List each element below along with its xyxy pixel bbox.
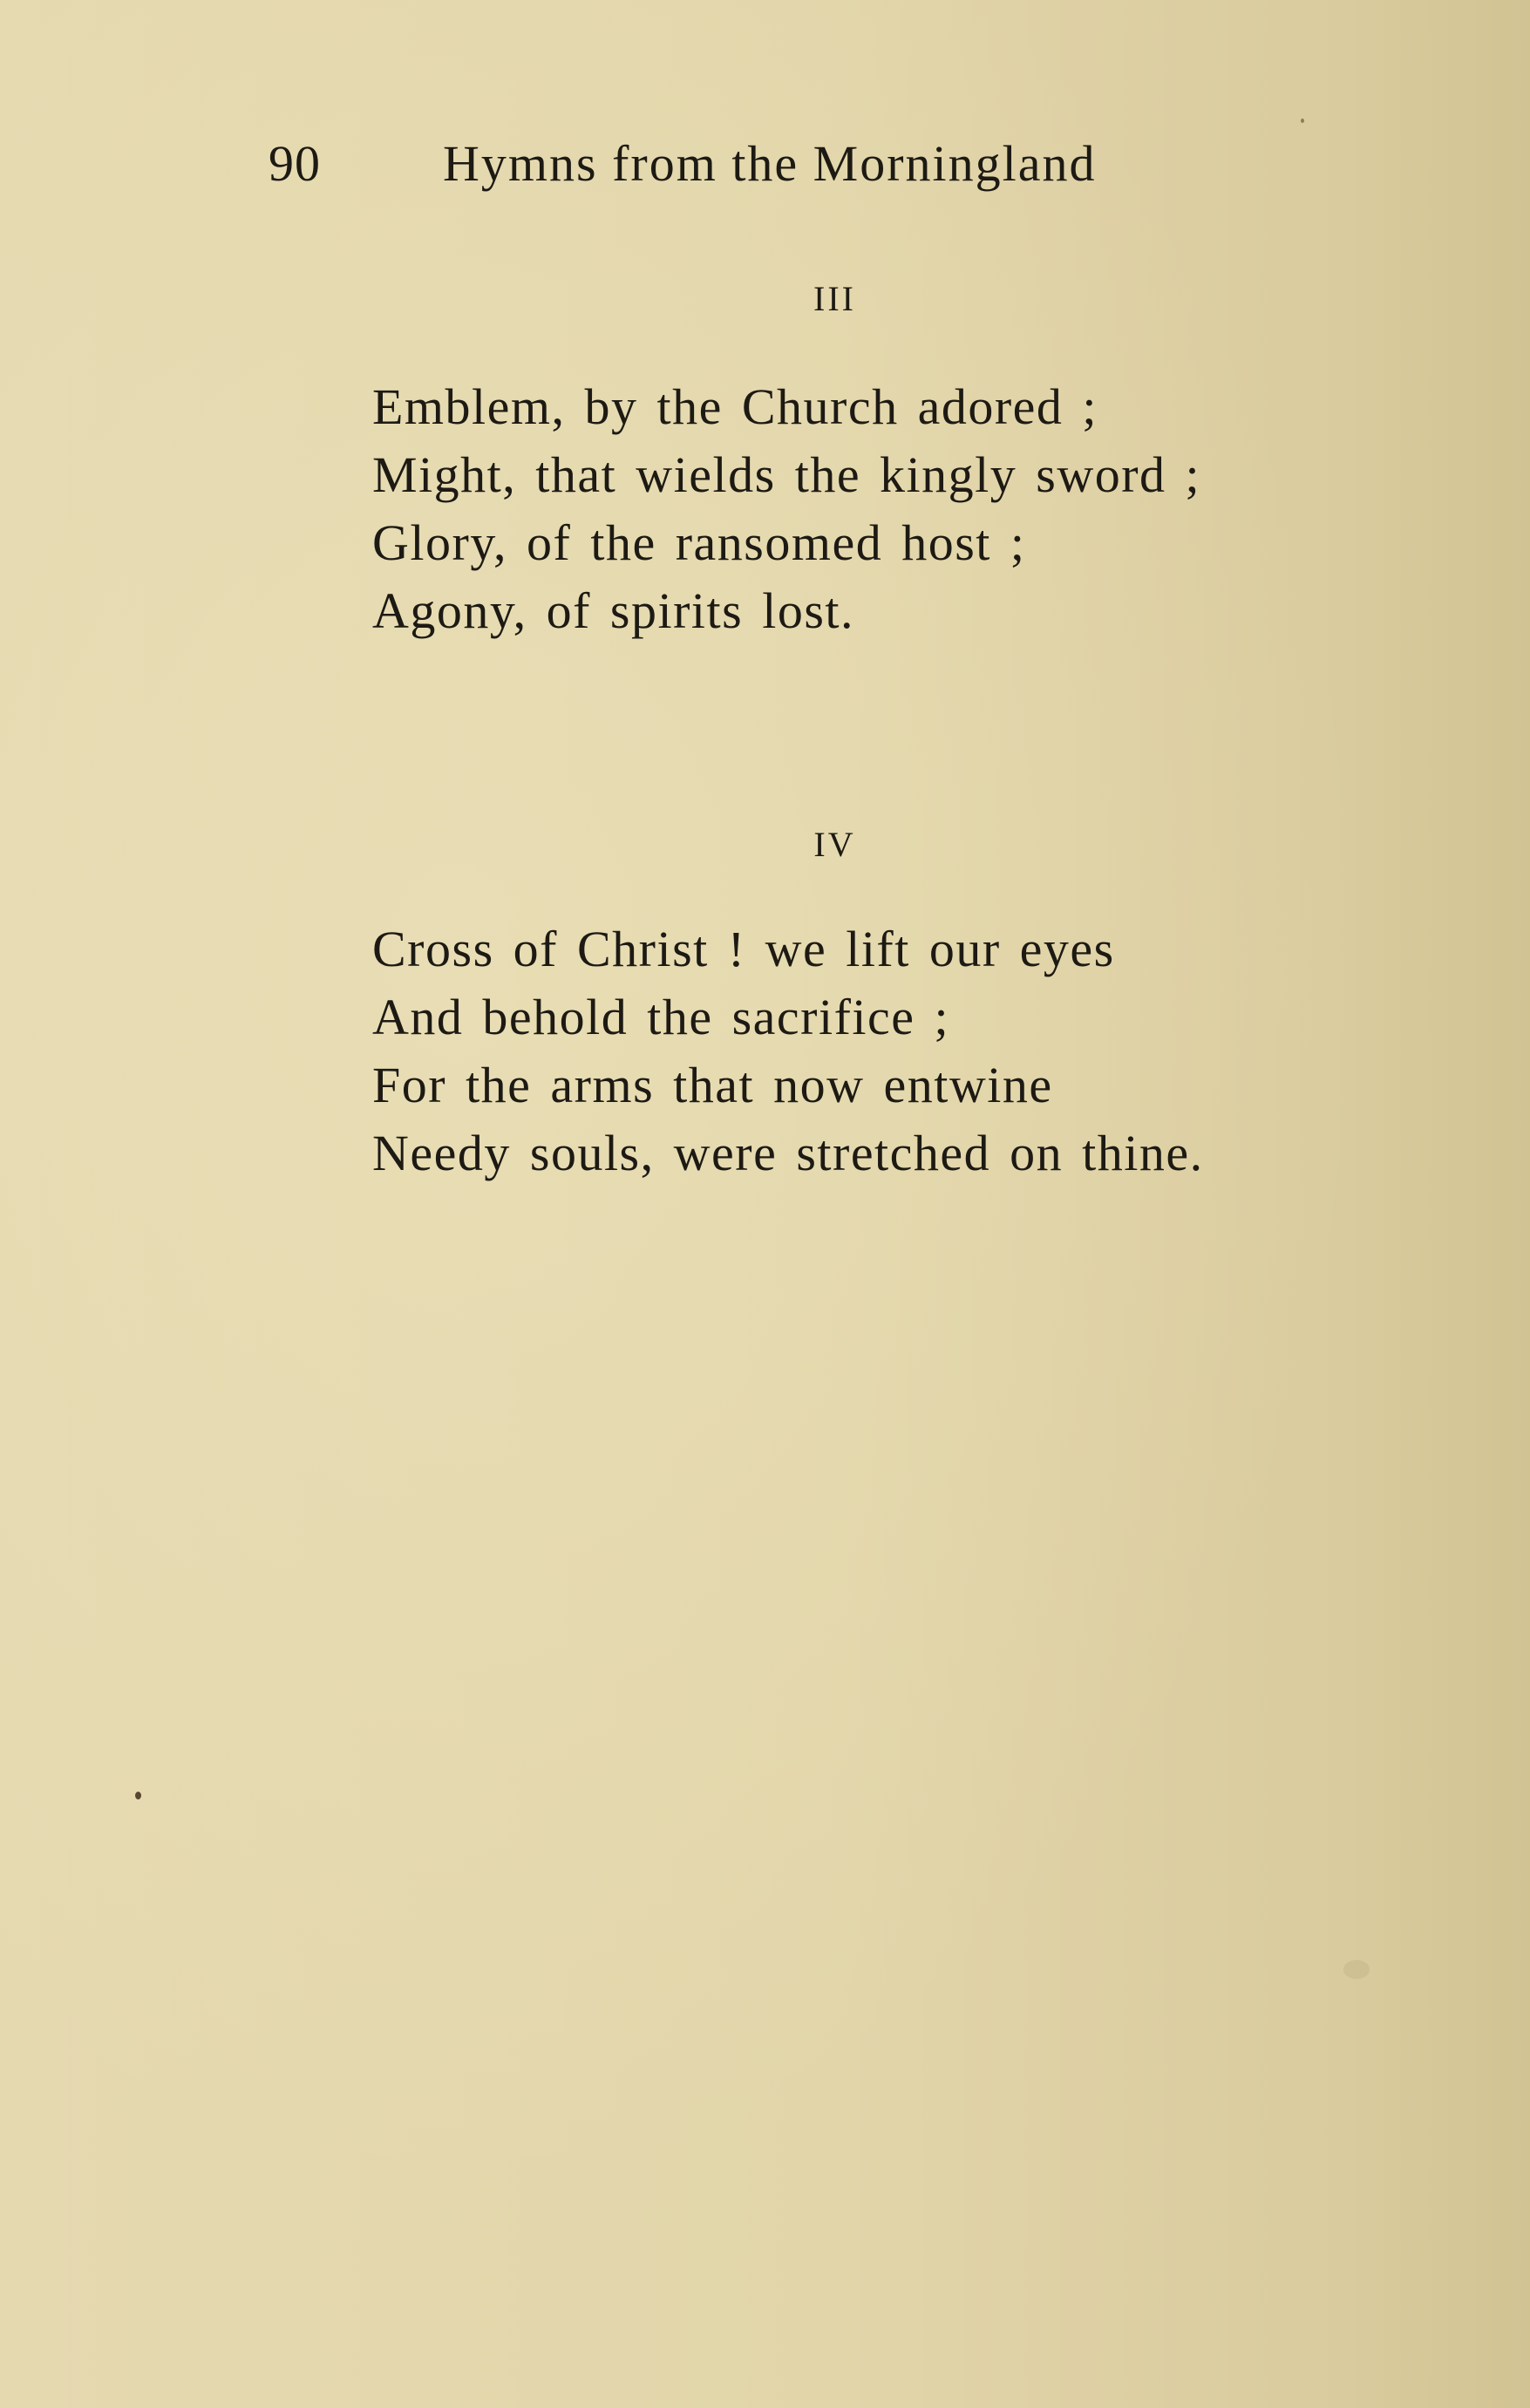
verse-line: Might, that wields the kingly sword ; <box>372 446 1201 503</box>
verse-line: For the arms that now entwine <box>372 1057 1053 1113</box>
verse-line: Cross of Christ ! we lift our eyes <box>372 921 1115 977</box>
stanza-iv <box>372 915 1418 1187</box>
verse-line: And behold the sacrifice ; <box>372 989 950 1045</box>
running-header <box>269 129 1271 199</box>
section-numeral-iv: IV <box>813 825 856 864</box>
stanza-iii <box>372 373 1418 645</box>
verse-line: Agony, of spirits lost. <box>372 582 855 639</box>
verse-line: Emblem, by the Church adored ; <box>372 378 1098 435</box>
verse-line: Glory, of the ransomed host ; <box>372 514 1026 571</box>
paper-speck <box>1343 1960 1370 1979</box>
section-numeral-iii: III <box>813 279 856 318</box>
page-number: 90 <box>269 135 321 192</box>
paper-speck <box>1301 119 1304 123</box>
verse-line: Needy souls, were stretched on thine. <box>372 1125 1204 1181</box>
running-title: Hymns from the Morningland <box>443 135 1097 192</box>
paper-speck <box>135 1792 141 1799</box>
